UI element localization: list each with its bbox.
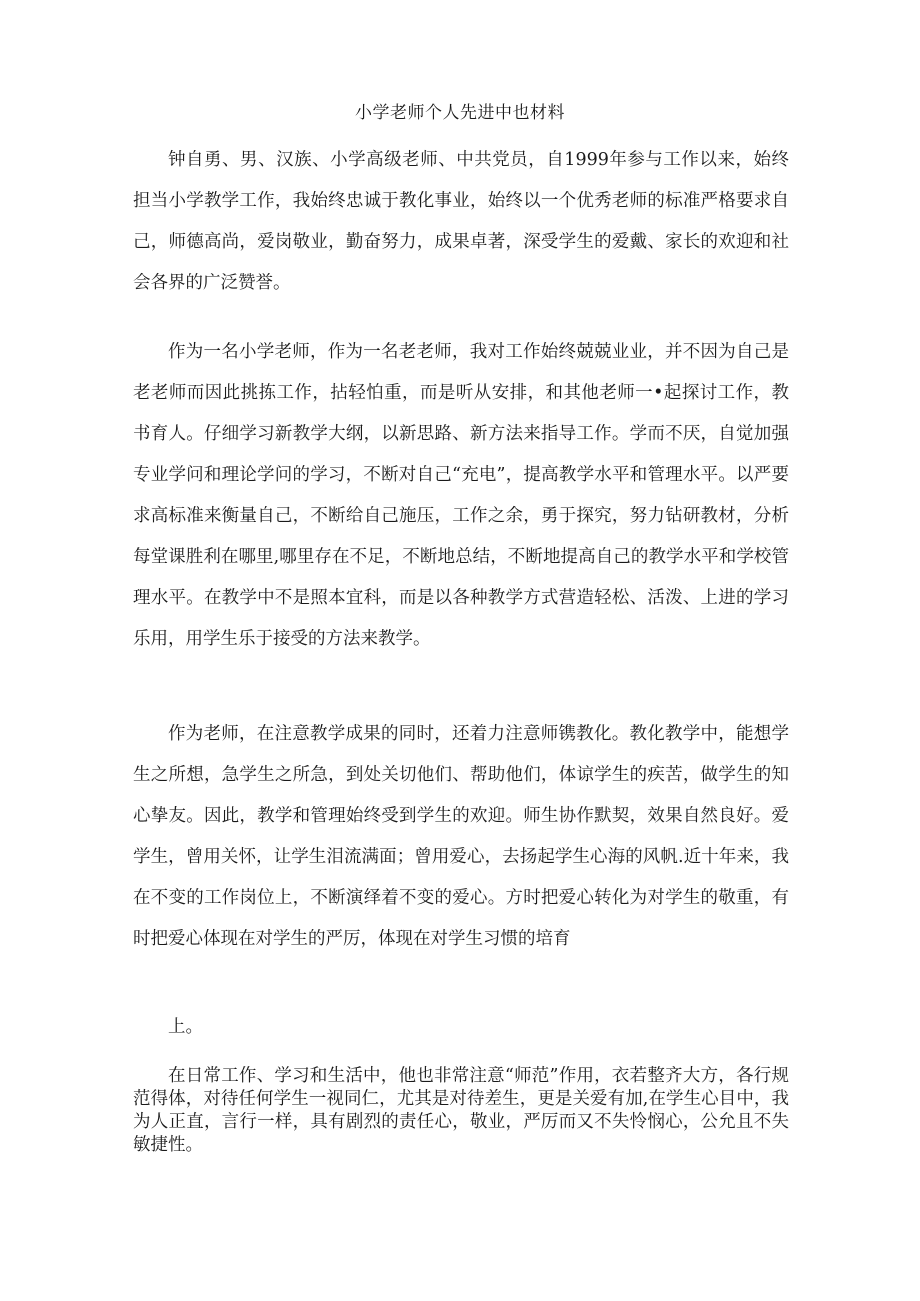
paragraph-intro: 钟自勇、男、汉族、小学高级老师、中共党员，自1999年参与工作以来，始终担当小学教学工作，我始终忠诚于教化事业，始终以一个优秀老师的标准严格要求自己，师德高尚，爱岗敬业，勤奋努力，成果卓著，深受学生的爱戴、家长的欢迎和社会各界的广泛赞誉。: [133, 150, 789, 293]
document-title: 小学老师个人先进中也材料: [355, 103, 565, 123]
paragraph-continuation: 上。: [168, 1017, 203, 1037]
paragraph-moral-education: 作为老师，在注意教学成果的同时，还着力注意师镌教化。教化教学中，能想学生之所想，急学生之所急，到处关切他们、帮助他们，体谅学生的疾苦，做学生的知心挚友。因此，教学和管理始终受到学生的欢迎。师生协作默契，效果自然良好。爱学生，曾用关怀，让学生泪流满面；曾用爱心，去扬起学生心海的风帆.近十年来，我在不变的工作岗位上，不断演绎着不变的爱心。方时把爱心转化为对学生的敬重，有时把爱心体现在对学生的严厉，体现在对学生习惯的培育: [133, 724, 789, 949]
paragraph-work-attitude: 作为一名小学老师，作为一名老老师，我对工作始终兢兢业业，并不因为自己是老老师而因此挑拣工作，拈轻怕重，而是听从安排，和其他老师一•起探讨工作，教书育人。仔细学习新教学大纲，以新思路、新方法来指导工作。学而不厌，自觉加强专业学问和理论学问的学习，不断对自己“充电”，提高教学水平和管理水平。以严要求高标准来衡量自己，不断给自己施压，工作之余，勇于探究，努力钻研教材，分析每堂课胜利在哪里,哪里存在不足，不断地总结，不断地提高自己的教学水平和学校管理水平。在教学中不是照本宜科，而是以各种教学方式营造轻松、活泼、上进的学习乐用，用学生乐于接受的方法来教学。: [133, 342, 789, 649]
paragraph-daily-conduct: 在日常工作、学习和生活中，他也非常注意“师范”作用，衣若整齐大方，各行规范得体，对待任何学生一视同仁，尤其是对待差生，更是关爱有加,在学生心目中，我为人正直，言行一样，具有剧烈的责任心，敬业，严厉而又不失怜悯心，公允且不失敏捷性。: [133, 1066, 789, 1155]
